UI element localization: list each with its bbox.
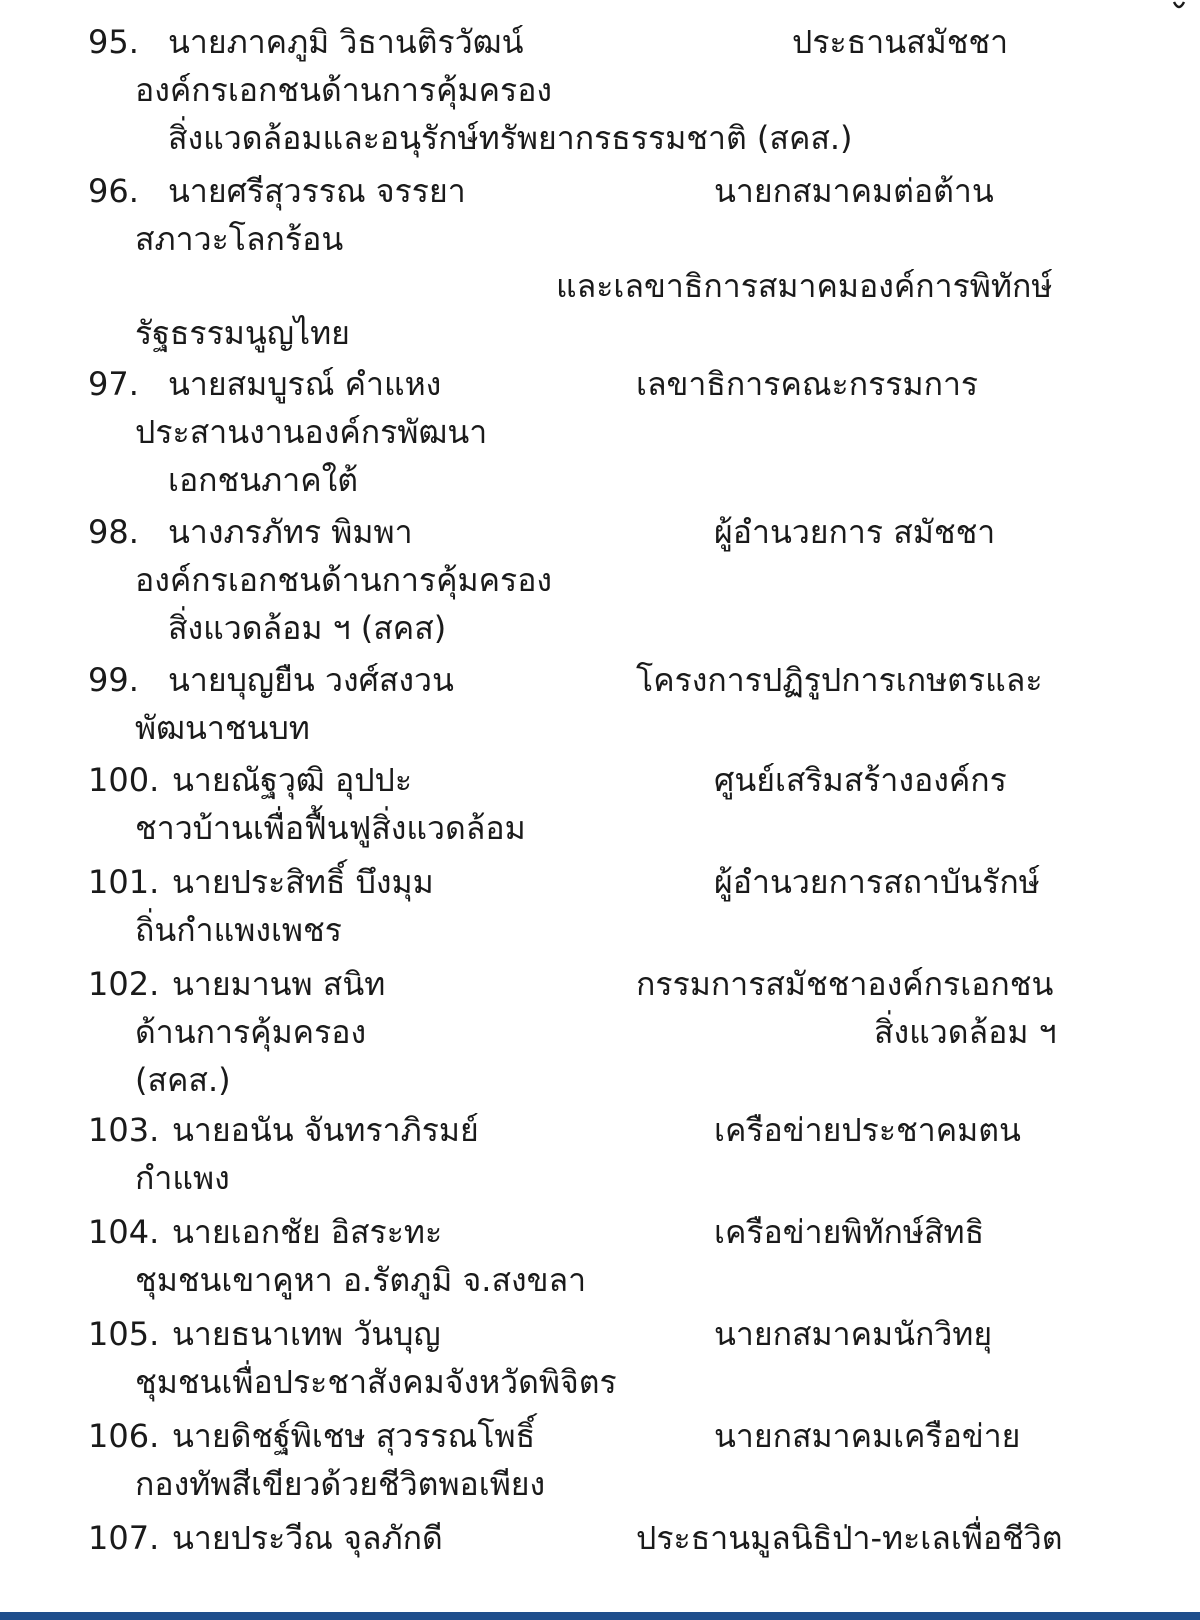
entry-name: นายศรีสุวรรณ จรรยา bbox=[168, 172, 466, 210]
entry-name: นายประสิทธิ์ บึงมุม bbox=[172, 863, 434, 901]
entry-number: 99. bbox=[88, 661, 139, 699]
entry-position-continued: ประสานงานองค์กรพัฒนา bbox=[135, 413, 488, 451]
entry-name: นายบุญยืน วงศ์สงวน bbox=[168, 661, 454, 699]
entry-position-continued: สิ่งแวดล้อมและอนุรักษ์ทรัพยากรธรรมชาติ (สคส.) bbox=[168, 119, 853, 157]
entry-number: 105. bbox=[88, 1315, 160, 1353]
entry-position-continued: (สคส.) bbox=[135, 1061, 231, 1099]
entry-number: 104. bbox=[88, 1213, 160, 1251]
entry-position-continued: สภาวะโลกร้อน bbox=[135, 220, 344, 258]
entry-number: 107. bbox=[88, 1519, 160, 1557]
entry-number: 95. bbox=[88, 23, 139, 61]
entry-position-continued: ด้านการคุ้มครอง bbox=[135, 1013, 367, 1051]
entry-position: ประธานมูลนิธิป่า-ทะเลเพื่อชีวิต bbox=[636, 1519, 1063, 1557]
entry-position: ประธานสมัชชา bbox=[792, 23, 1009, 61]
entry-position-continued: ถิ่นกำแพงเพชร bbox=[135, 911, 342, 949]
entry-position: ผู้อำนวยการ สมัชชา bbox=[714, 513, 996, 551]
entry-name: นายภาคภูมิ วิธานติรวัฒน์ bbox=[168, 23, 524, 61]
entry-position: กรรมการสมัชชาองค์กรเอกชน bbox=[636, 965, 1054, 1003]
entry-position: นายกสมาคมนักวิทยุ bbox=[714, 1315, 993, 1353]
entry-position: เลขาธิการคณะกรรมการ bbox=[636, 365, 979, 403]
entry-position-continued: สิ่งแวดล้อม ฯ (สคส) bbox=[168, 609, 447, 647]
entry-position: เครือข่ายประชาคมตน bbox=[714, 1111, 1021, 1149]
cut-off-glyph bbox=[1172, 0, 1186, 12]
entry-name: นายอนัน จันทราภิรมย์ bbox=[172, 1111, 479, 1149]
bottom-border-bar bbox=[0, 1612, 1200, 1620]
entry-name: นายสมบูรณ์ คำแหง bbox=[168, 365, 442, 403]
entry-position-continued: และเลขาธิการสมาคมองค์การพิทักษ์ bbox=[556, 267, 1053, 305]
entry-position-continued: พัฒนาชนบท bbox=[135, 709, 310, 747]
entry-name: นายประวีณ จุลภักดี bbox=[172, 1519, 443, 1557]
entry-position-continued: กองทัพสีเขียวด้วยชีวิตพอเพียง bbox=[135, 1465, 546, 1503]
entry-position: เครือข่ายพิทักษ์สิทธิ bbox=[714, 1213, 985, 1251]
entry-position-continued: ชาวบ้านเพื่อฟื้นฟูสิ่งแวดล้อม bbox=[135, 809, 526, 847]
entry-position-continued: ชุมชนเพื่อประชาสังคมจังหวัดพิจิตร bbox=[135, 1363, 617, 1401]
entry-name: นางภรภัทร พิมพา bbox=[168, 513, 413, 551]
entry-number: 98. bbox=[88, 513, 139, 551]
entry-number: 100. bbox=[88, 761, 160, 799]
entry-position: นายกสมาคมต่อต้าน bbox=[714, 172, 994, 210]
entry-position: นายกสมาคมเครือข่าย bbox=[714, 1417, 1021, 1455]
entry-name: นายณัฐวุฒิ อุปปะ bbox=[172, 761, 413, 799]
entry-number: 103. bbox=[88, 1111, 160, 1149]
entry-number: 101. bbox=[88, 863, 160, 901]
entry-position-continued: ชุมชนเขาคูหา อ.รัตภูมิ จ.สงขลา bbox=[135, 1261, 587, 1299]
entry-position-continued: เอกชนภาคใต้ bbox=[168, 461, 358, 499]
entry-position-continued: สิ่งแวดล้อม ฯ bbox=[874, 1013, 1057, 1051]
entry-name: นายมานพ สนิท bbox=[172, 965, 386, 1003]
entry-position: ผู้อำนวยการสถาบันรักษ์ bbox=[714, 863, 1040, 901]
entry-position: โครงการปฏิรูปการเกษตรและ bbox=[636, 661, 1043, 699]
entry-position-continued: กำแพง bbox=[135, 1159, 230, 1197]
entry-name: นายธนาเทพ วันบุญ bbox=[172, 1315, 441, 1353]
entry-position-continued: รัฐธรรมนูญไทย bbox=[135, 314, 350, 352]
entry-position-continued: องค์กรเอกชนด้านการคุ้มครอง bbox=[135, 71, 553, 109]
entry-number: 106. bbox=[88, 1417, 160, 1455]
entry-position: ศูนย์เสริมสร้างองค์กร bbox=[714, 761, 1007, 799]
entry-name: นายเอกชัย อิสระทะ bbox=[172, 1213, 443, 1251]
entry-number: 97. bbox=[88, 365, 139, 403]
entry-name: นายดิชฐ์พิเชษ สุวรรณโพธิ์ bbox=[172, 1417, 536, 1455]
entry-number: 96. bbox=[88, 172, 139, 210]
entry-number: 102. bbox=[88, 965, 160, 1003]
entry-position-continued: องค์กรเอกชนด้านการคุ้มครอง bbox=[135, 561, 553, 599]
